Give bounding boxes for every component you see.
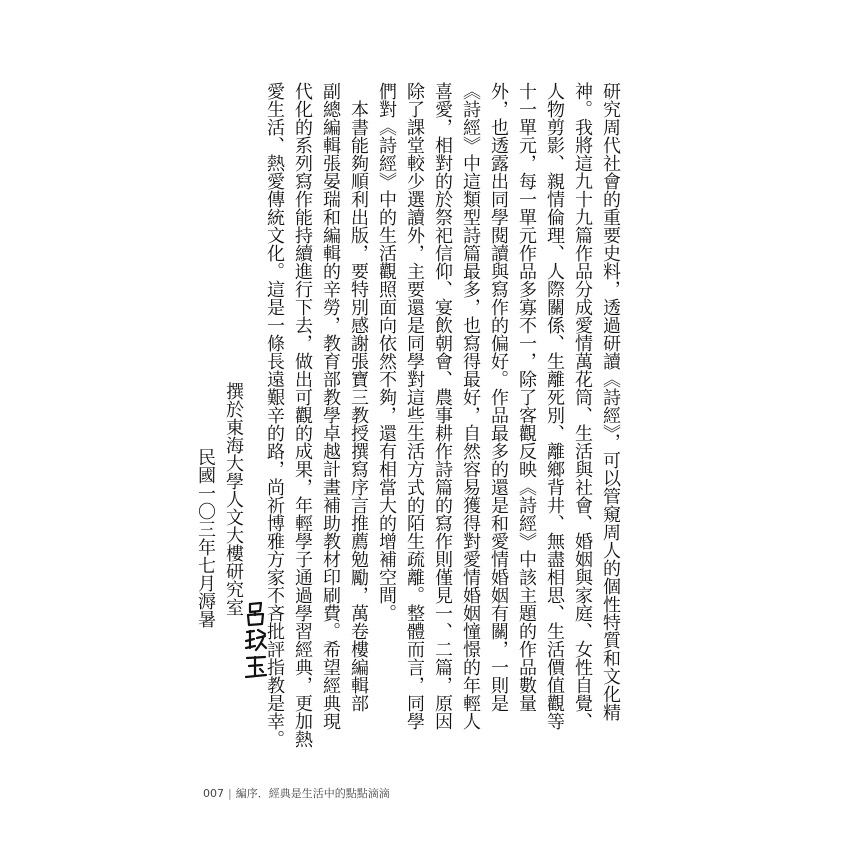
text-column: 本書能夠順利出版，要特別感謝張寶三教授撰寫序言推薦勉勵，萬卷樓編輯部 — [348, 82, 369, 712]
text-column: 外，也透露出同學閱讀與寫作的偏好。作品最多的還是和愛情婚姻有關，一則是 — [488, 82, 509, 712]
text-column: 喜愛，相對的於祭祀信仰、宴飲朝會、農事耕作詩篇的寫作則僅見一、二篇，原因 — [432, 82, 453, 730]
text-column: 副總編輯張晏瑞和編輯的辛勞，教育部教學卓越計畫補助教材印刷費。希望經典現 — [320, 82, 341, 730]
text-column: 愛生活、熱愛傳統文化。這是一條長遠艱辛的路，尚祈博雅方家不吝批評指教是幸。 — [264, 82, 285, 748]
text-column: 除了課堂較少選讀外，主要還是同學對這些生活方式的陌生疏離。整體而言，同學 — [404, 82, 425, 730]
text-column: 人物剪影、親情倫理、人際關係、生離死別、離鄉背井、無盡相思、生活價值觀等 — [544, 82, 565, 730]
footer-separator: | — [228, 787, 232, 800]
section-title: 編序．經典是生活中的點點滴滴 — [235, 787, 390, 800]
text-column: 研究周代社會的重要史料，透過研讀《詩經》，可以管窺周人的個性特質和文化精 — [600, 82, 621, 721]
text-column: 們對《詩經》中的生活觀照面向依然不夠，還有相當大的增補空間。 — [376, 82, 397, 622]
text-column: 《詩經》中這類型詩篇最多，也寫得最好，自然容易獲得對愛情婚姻憧憬的年輕人 — [460, 82, 481, 730]
page-number: 007 — [203, 787, 224, 800]
signature-date: 民國一〇三年七月溽暑 — [195, 448, 216, 628]
page-footer — [203, 785, 390, 801]
handwritten-signature — [243, 600, 269, 682]
text-column: 代化的系列寫作能持續進行下去，做出可觀的成果，年輕學子通過學習經典，更加熱 — [292, 82, 313, 748]
text-column: 十一單元，每一單元作品多寡不一，除了客觀反映《詩經》中該主題的作品數量 — [516, 82, 537, 712]
text-column: 神。我將這九十九篇作品分成愛情萬花筒、生活與社會、婚姻與家庭、女性自覺、 — [572, 82, 593, 730]
signature-location: 撰於東海大學人文大樓研究室 — [223, 382, 244, 616]
